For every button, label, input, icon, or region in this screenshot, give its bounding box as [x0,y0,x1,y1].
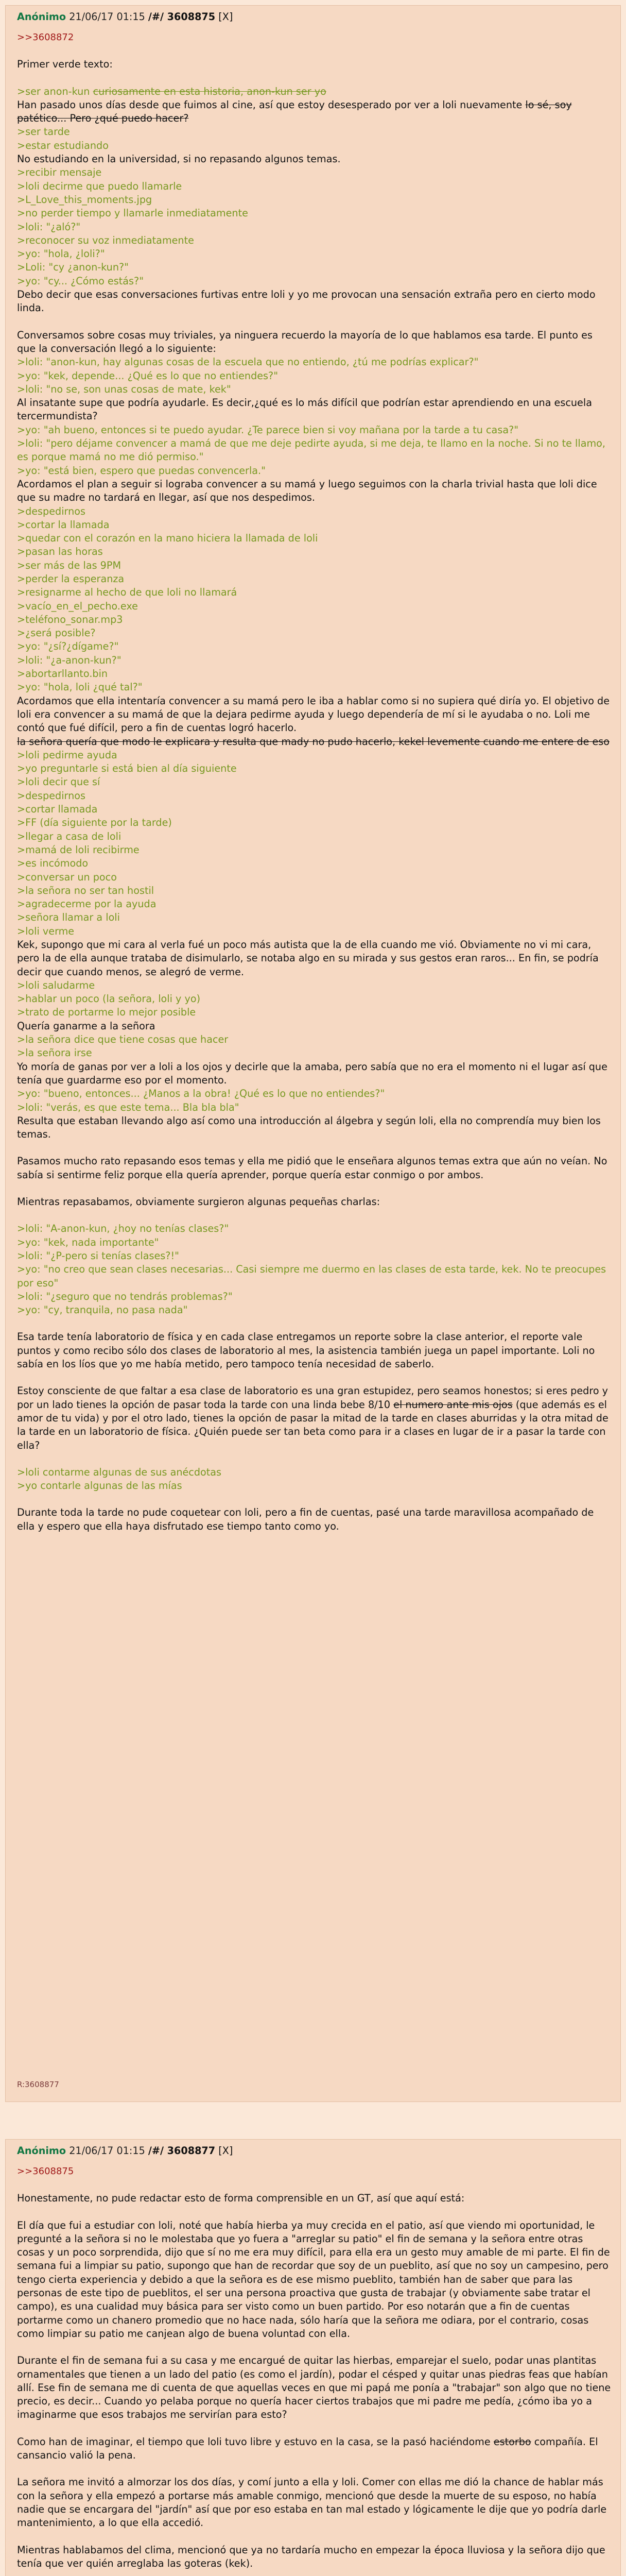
greentext-line: >despedirnos [17,505,86,517]
greentext-line: >¿será posible? [17,627,96,639]
greentext-line: >cortar la llamada [17,518,110,531]
blank-line [17,1371,611,1384]
blank-line [17,2206,611,2219]
greentext-line: >Loli: "cy ¿anon-kun?" [17,261,129,274]
post-3608875 [5,5,621,2102]
greentext-line: >ser más de las 9PM [17,559,121,571]
greentext-line: >resignarme al hecho de que loli no llamará [17,586,237,599]
greentext-line: >la señora dice que tiene cosas que hacer [17,1033,229,1046]
message-line: Resulta que estaban llevando algo así como una introducción al álgebra y según loli, ella no comprendía muy bien los temas. [17,1114,601,1141]
message-segment: la señora quería que modo le explicara y resulta que mady no pudo hacerlo, kekel levemente cuando me entere de eso [17,735,610,748]
blank-line [17,2570,611,2576]
greentext-line: >la señora no ser tan hostil [17,884,154,896]
message-segment: curiosamente en esta historia, anon-kun ser yo [93,85,326,97]
poster-name: Anónimo [17,11,66,23]
greentext-line: >yo: "cy, tranquila, no pasa nada" [17,1304,188,1316]
blank-line [17,44,611,58]
reply-link[interactable]: >>3608872 [17,32,74,43]
greentext-line: >loli pedirme ayuda [17,749,117,761]
greentext-line: >yo: "kek, depende... ¿Qué es lo que no entiendes?" [17,369,279,382]
blank-line [17,1182,611,1195]
greentext-line: >reconocer su voz inmediatamente [17,234,194,246]
message-line: Durante toda la tarde no pude coquetear con loli, pero a fin de cuentas, pasé una tarde maravillosa acompañado de ella y espero que ella haya disfrutado ese tiempo tanto como yo. [17,1506,594,1532]
greentext-line: >loli: "anon-kun, hay algunas cosas de la escuela que no entiendo, ¿tú me podrías explicar?" [17,356,479,368]
blank-line [17,1141,611,1155]
greentext-line: >abortarllanto.bin [17,668,108,680]
message-segment: estorbo [493,2435,531,2448]
message-line: Acordamos el plan a seguir si lograba convencer a su mamá y luego seguimos con la charla trivial hasta que loli dice que su madre no tardará en llegar, así que nos despedimos. [17,478,597,504]
message-line: Debo decir que esas conversaciones furtivas entre loli y yo me provocan una sensación extraña pero en cierto modo linda. [17,289,596,314]
greentext-line: >yo contarle algunas de las mías [17,1480,182,1492]
greentext-line: >loli saludarme [17,979,95,991]
message-segment: (que además es el amor de tu vida) y por el otro lado, tienes la opción de pasar la mitad de la tarde en clases aburridas y la otra mitad de la tarde en un laboratorio de física. ¿Quién puede ser tan beta como para ir a clases en lugar de ir a pasar la tarde con ella? [17,1398,608,1451]
message-line: Durante el fin de semana fui a su casa y me encargué de quitar las hierbas, emparejar el suelo, podar unas plantitas ornamentales que tienen a un lado del patio (es como el jardín), podar el césped y quitar unas piedras feas que habían allí. Ese fin de semana me di cuenta de que aquellas veces en que mi papá me ponía a "trabajar" son algo que no tiene precio, es decir... Cuando yo pelaba porque no quería hacer ciertos trabajos que mi padre me pedía, ¿cómo iba yo a imaginarme que esos trabajos me servirían para esto? [17,2354,611,2421]
greentext-line: >estar estudiando [17,139,109,151]
greentext-line: >señora llamar a loli [17,911,120,924]
message-segment: Han pasado unos días desde que fuimos al cine, así que estoy desesperado por ver a loli nuevamente [17,98,526,111]
greentext-line: >yo: "está bien, espero que puedas convencerla." [17,464,266,477]
greentext-line: >loli decir que sí [17,776,100,788]
greentext-line: >yo: "¿sí?¿dígame?" [17,640,119,653]
greentext-line: >cortar llamada [17,803,98,816]
greentext-line: >yo: "hola, loli ¿qué tal?" [17,681,143,693]
greentext-line: >despedirnos [17,789,86,802]
blank-line [17,1317,611,1330]
message-line: Kek, supongo que mi cara al verla fué un poco más autista que la de ella cuando me vió. Obviamente no vi mi cara, pero la de ella aunque trataba de disimularlo, se notaba algo en su mirada y sus gestos eran raros... En fin, se podría decir que cuando menos, se alegró de verme. [17,939,599,978]
greentext-line: >perder la esperanza [17,572,125,585]
greentext-line: >loli: "¿aló?" [17,221,81,233]
greentext-line: >la señora irse [17,1047,92,1059]
message-line: Mientras repasabamos, obviamente surgieron algunas pequeñas charlas: [17,1196,380,1208]
greentext-line: >teléfono_sonar.mp3 [17,613,123,625]
blank-line [17,2341,611,2354]
greentext-line: >yo: "bueno, entonces... ¿Manos a la obra! ¿Qué es lo que no entiendes?" [17,1088,385,1100]
message-line: El día que fui a estudiar con loli, noté que había hierba ya muy crecida en el patio, así que viendo mi oportunidad, le pregunté a la señora si no le molestaba que yo fuera a "arreglar su patio" el fin de semana y la señora entre otras cosas y un poco sorprendida, dijo que sí no me era muy difícil, para ella era un gesto muy amable de mi parte. El fin de semana fui a limpiar su patio, supongo que han de recordar que soy de un pueblito, así que no soy un campesino, pero tengo cierta experiencia y debido a que la señora es de ese mismo pueblito, también han de saber que para las personas de este tipo de pueblitos, el ser una persona proactiva que gusta de trabajar (y obviamente sabe tratar el campo), es una cualidad muy básica para ser visto como un buen partido. Por eso notarán que a fin de cuentas portarme como un chanero promedio que no hace nada, sólo haría que la señora me odiara, por el contrario, cosas como limpiar su patio me canjean algo de buena voluntad con ella. [17,2219,610,2340]
message-line: Honestamente, no pude redactar esto de forma comprensible en un GT, así que aquí está: [17,2192,465,2205]
message-line [17,2435,611,2463]
post-date: 21/06/17 01:15 [69,2145,145,2157]
greentext-line: >loli decirme que puedo llamarle [17,180,182,192]
message-line: Pasamos mucho rato repasando esos temas y ella me pidió que le enseñara algunos temas extra que aún no veían. No sabía si sentirme feliz porque ella quería aprender, porque quería estar conmigo o por ambos. [17,1155,607,1181]
blank-line [17,315,611,329]
post-message [6,2162,620,2576]
message-line [17,735,611,749]
greentext-line: >yo: "hola, ¿loli?" [17,248,105,260]
greentext-line: >mamá de loli recibirme [17,843,140,856]
message-line: Al insatante supe que podría ayudarle. Es decir,¿qué es lo más difícil que podrían estar aprendiendo en una escuela tercermundista? [17,397,592,422]
reply-link[interactable]: >>3608875 [17,2166,74,2177]
poster-name: Anónimo [17,2145,66,2157]
greentext-line: >loli: "¿P-pero si tenías clases?!" [17,1249,179,1262]
greentext-line: >es incómodo [17,857,89,870]
greentext-line: >loli: "no se, son unas cosas de mate, kek" [17,383,231,395]
greentext-line: >loli: "¿seguro que no tendrás problemas?" [17,1290,233,1302]
greentext-line: >L_Love_this_moments.jpg [17,193,152,206]
message-line: Esa tarde tenía laboratorio de física y en cada clase entregamos un reporte sobre la clase anterior, el reporte vale puntos y como recibo sólo dos clases de laboratorio al mes, la asistencia también juega un papel importante. Loli no sabía en los líos que yo me había metido, pero tampoco tenía necesidad de saberlo. [17,1331,595,1370]
greentext-line: >hablar un poco (la señora, loli y yo) [17,993,201,1005]
post-3608877 [5,2139,621,2576]
greentext-line: >vacío_en_el_pecho.exe [17,600,138,612]
blank-line [17,72,611,85]
blank-line [17,2530,611,2544]
message-segment: Estoy consciente de que faltar a esa clase de laboratorio es una gran estupidez, pero seamos honestos; si eres pedro y por un lado tienes la opción de pasar toda la tarde con una linda bebe 8/10 [17,1385,608,1411]
message-segment: compañía. El cansancio valió la pena. [17,2435,598,2462]
greentext-line: >loli contarme algunas de sus anécdotas [17,1466,222,1478]
message-line [17,98,611,126]
greentext-line: >loli verme [17,925,75,937]
greentext-line: >llegar a casa de loli [17,830,121,842]
greentext-line: >loli: "A-anon-kun, ¿hoy no tenías clases?" [17,1223,229,1235]
greentext-line: >loli: "pero déjame convencer a mamá de que me deje pedirte ayuda, si me deja, te llamo en la noche. Si no te llamo, es porque mamá no me dió permiso." [17,437,606,463]
greentext-line: >pasan las horas [17,546,103,558]
greentext-line: >yo: "kek, nada importante" [17,1236,159,1248]
reply-id[interactable]: R:3608877 [17,2079,59,2089]
message-line [17,85,611,98]
greentext-line: >loli: "verás, es que este tema... Bla bla bla" [17,1101,239,1113]
message-segment: >ser anon-kun [17,85,93,97]
greentext-line: >yo: "ah bueno, entonces si te puedo ayudar. ¿Te parece bien si voy mañana por la tarde a tu casa?" [17,423,519,436]
blank-line [17,1493,611,1506]
message-line: Primer verde texto: [17,58,113,71]
greentext-line: >trato de portarme lo mejor posible [17,1006,196,1019]
message-line: No estudiando en la universidad, si no repasando algunos temas. [17,153,341,165]
greentext-line: >FF (día siguiente por la tarde) [17,817,172,829]
message-line: Acordamos que ella intentaría convencer a su mamá pero le iba a hablar como si no supiera qué diría yo. El objetivo de loli era convencer a su mamá de que la dejara pedirme ayuda y luego dependería de mí si le ayudaba o no. Loli me contó que fué difícil, pero a fin de cuentas logró hacerlo. [17,694,610,734]
greentext-line: >recibir mensaje [17,166,102,179]
greentext-line: >agradecerme por la ayuda [17,898,156,910]
greentext-line: >yo preguntarle si está bien al día siguiente [17,762,237,775]
message-segment: lo sé, soy patético... Pero ¿qué puedo hacer? [17,98,572,125]
message-line: La señora me invitó a almorzar los dos días, y comí junto a ella y loli. Comer con ellas me dió la chance de hablar más con la señora y ella empezó a portarse más amable conmigo, mencionó que desde la muerte de su esposo, no había nadie que se encargara del "jardín" así que por eso estaba en tan mal estado y lógicamente le dije que yo podría darle mantenimiento, a lo que ella accedió. [17,2476,607,2529]
blank-line [17,1452,611,1466]
greentext-line: >yo: "cy... ¿Cómo estás?" [17,275,144,287]
message-line [17,1384,611,1452]
message-line: Conversamos sobre cosas muy triviales, ya ninguera recuerdo la mayoría de lo que hablamos esa tarde. El punto es que la conversación llegó a lo siguiente: [17,329,593,354]
message-line: Yo moría de ganas por ver a loli a los ojos y decirle que la amaba, pero sabía que no era el momento ni el lugar así que tenía que guardarme eso por el momento. [17,1060,607,1086]
greentext-line: >quedar con el corazón en la mano hiciera la llamada de loli [17,532,318,545]
greentext-line: >no perder tiempo y llamarle inmediatamente [17,207,248,219]
greentext-line: >yo: "no creo que sean clases necesarias... Casi siempre me duermo en las clases de esta tarde, kek. No te preocupes por eso" [17,1263,606,1289]
blank-line [17,1209,611,1222]
close-icon[interactable]: [X] [218,11,233,23]
post-header [6,2140,620,2162]
post-date: 21/06/17 01:15 [69,11,145,23]
greentext-line: >loli: "¿a-anon-kun?" [17,654,121,666]
message-segment: Como han de imaginar, el tiempo que loli tuvo libre y estuvo en la casa, se la pasó haciéndome [17,2435,494,2448]
post-number[interactable]: /#/ 3608877 [148,2145,216,2157]
greentext-line: >ser tarde [17,126,70,138]
greentext-line: >conversar un poco [17,871,117,883]
post-number[interactable]: /#/ 3608875 [148,11,216,23]
blank-line [17,2178,611,2192]
message-segment: el numero ante mis ojos [393,1398,513,1411]
message-line: Mientras hablabamos del clima, mencionó que ya no tardaría mucho en empezar la época lluviosa y la señora dijo que tenía que ver quién arreglaba las goteras (kek). [17,2544,605,2569]
close-icon[interactable]: [X] [218,2145,233,2157]
post-header [6,6,620,28]
message-line: Quería ganarme a la señora [17,1020,155,1032]
blank-line [17,2462,611,2476]
blank-line [17,2422,611,2435]
post-message [6,28,620,1533]
